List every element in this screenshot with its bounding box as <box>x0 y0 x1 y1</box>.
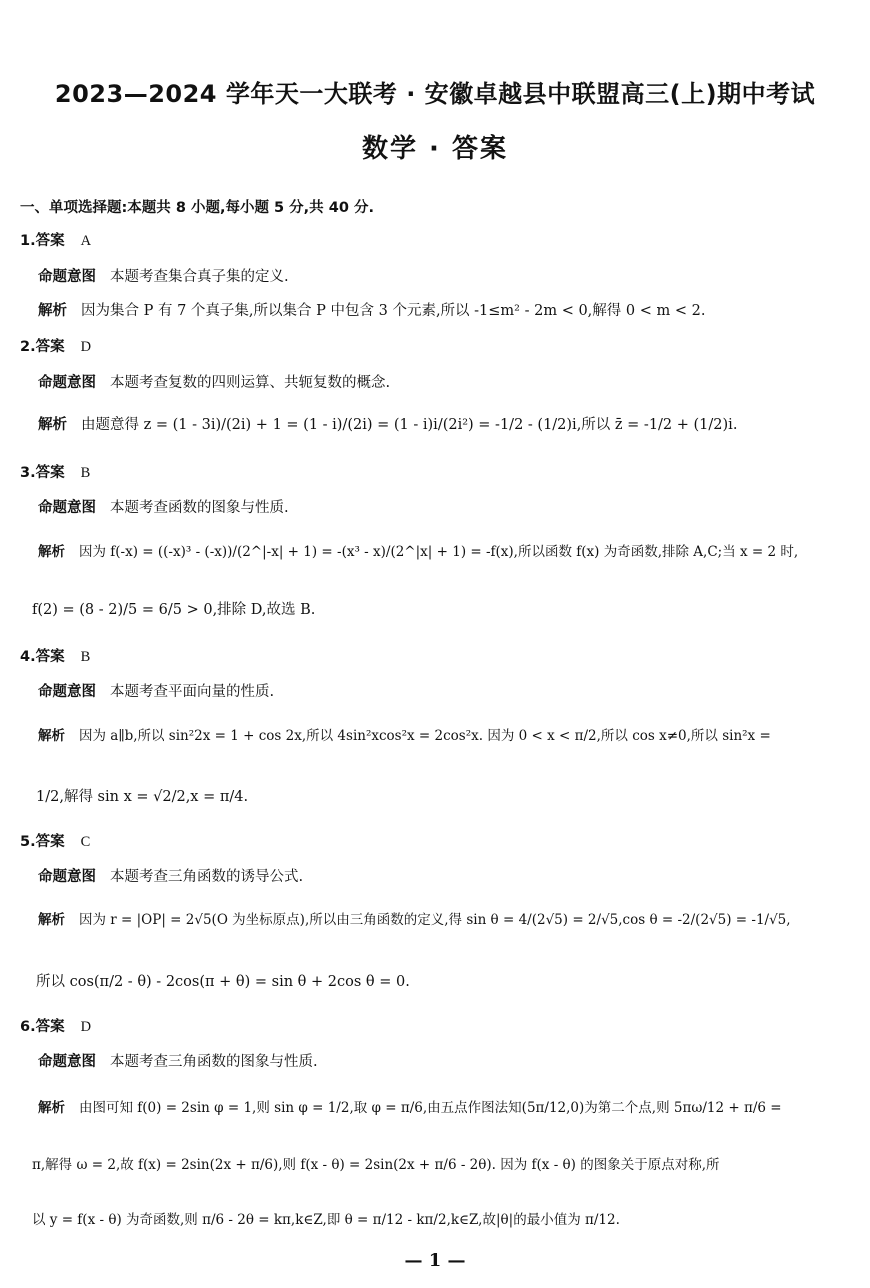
answer-label: 答案 <box>35 649 65 665</box>
analysis-label: 解析 <box>38 303 67 319</box>
analysis-label: 解析 <box>38 544 65 560</box>
intent-label: 命题意图 <box>38 869 96 885</box>
question-2-intent <box>38 376 390 391</box>
answer-label: 答案 <box>35 339 65 355</box>
question-2-analysis <box>38 418 737 433</box>
analysis-text: 由图可知 f(0) = 2sin φ = 1,则 sin φ = 1/2,取 φ = π/6,由五点作图法知(5π/12,0)为第二个点,则 5πω/12 + π/6 = <box>79 1100 782 1116</box>
intent-text: 本题考查复数的四则运算、共轭复数的概念. <box>110 375 391 391</box>
analysis-label: 解析 <box>38 728 65 744</box>
intent-label: 命题意图 <box>38 1054 96 1070</box>
analysis-label: 解析 <box>38 912 65 928</box>
intent-text: 本题考查三角函数的诱导公式. <box>110 869 304 885</box>
analysis-text: 因为 a∥b,所以 sin²2x = 1 + cos 2x,所以 4sin²xcos²x = 2cos²x. 因为 0 < x < π/2,所以 cos x≠0,所以 sin²x = <box>79 728 771 744</box>
question-number: 5. <box>20 834 36 850</box>
analysis-text: 由题意得 z = (1 - 3i)/(2i) + 1 = (1 - i)/(2i) = (1 - i)i/(2i²) = -1/2 - (1/2)i,所以 z̄ = -1/2 + (1/2)i. <box>81 417 738 433</box>
answer-label: 答案 <box>35 465 65 481</box>
question-6-intent <box>38 1055 318 1070</box>
intent-label: 命题意图 <box>38 269 96 285</box>
question-3-intent <box>38 501 289 516</box>
question-6-analysis <box>38 1102 782 1116</box>
analysis-label: 解析 <box>38 1100 65 1116</box>
question-6-header <box>20 1020 91 1035</box>
question-number: 4. <box>20 649 36 665</box>
question-4-analysis <box>38 730 771 744</box>
question-4-header <box>20 650 90 665</box>
answer-value: B <box>80 649 91 665</box>
answer-value: C <box>80 834 91 850</box>
question-5-analysis <box>38 914 791 928</box>
analysis-label: 解析 <box>38 417 67 433</box>
question-1-intent <box>38 270 289 285</box>
analysis-text: 因为集合 P 有 7 个真子集,所以集合 P 中包含 3 个元素,所以 -1≤m² - 2m < 0,解得 0 < m < 2. <box>81 303 706 319</box>
question-5-header <box>20 835 90 850</box>
question-4-analysis-cont: 1/2,解得 sin x = √2/2,x = π/4. <box>36 789 249 805</box>
intent-text: 本题考查三角函数的图象与性质. <box>110 1054 318 1070</box>
question-number: 1. <box>20 233 36 249</box>
intent-label: 命题意图 <box>38 684 96 700</box>
answer-value: A <box>80 233 92 249</box>
intent-text: 本题考查平面向量的性质. <box>110 684 275 700</box>
question-3-analysis <box>38 546 798 560</box>
question-number: 6. <box>20 1019 36 1035</box>
analysis-text: 因为 r = |OP| = 2√5(O 为坐标原点),所以由三角函数的定义,得 sin θ = 4/(2√5) = 2/√5,cos θ = -2/(2√5) = -1/√5, <box>79 912 791 928</box>
question-3-analysis-cont: f(2) = (8 - 2)/5 = 6/5 > 0,排除 D,故选 B. <box>32 602 316 618</box>
question-1-analysis <box>38 304 705 319</box>
intent-label: 命题意图 <box>38 375 96 391</box>
question-number: 2. <box>20 339 36 355</box>
question-6-analysis-cont-2: 以 y = f(x - θ) 为奇函数,则 π/6 - 2θ = kπ,k∈Z,即 θ = π/12 - kπ/2,k∈Z,故|θ|的最小值为 π/12. <box>32 1212 620 1228</box>
question-5-intent <box>38 870 303 885</box>
answer-value: D <box>80 339 92 355</box>
question-6-analysis-cont-1: π,解得 ω = 2,故 f(x) = 2sin(2x + π/6),则 f(x - θ) = 2sin(2x + π/6 - 2θ). 因为 f(x - θ) 的图象关于原点对称,所 <box>32 1157 720 1173</box>
answer-value: B <box>80 465 91 481</box>
question-4-intent <box>38 685 274 700</box>
section-heading: 一、单项选择题:本题共 8 小题,每小题 5 分,共 40 分. <box>20 200 374 216</box>
question-number: 3. <box>20 465 36 481</box>
subject-title: 数学 · 答案 <box>362 134 508 164</box>
intent-label: 命题意图 <box>38 500 96 516</box>
answer-label: 答案 <box>35 1019 65 1035</box>
answer-label: 答案 <box>35 233 65 249</box>
question-1-header <box>20 234 91 249</box>
page-number: — 1 — <box>404 1250 466 1271</box>
intent-text: 本题考查函数的图象与性质. <box>110 500 289 516</box>
analysis-text: 因为 f(-x) = ((-x)³ - (-x))/(2^|-x| + 1) = -(x³ - x)/(2^|x| + 1) = -f(x),所以函数 f(x) 为奇函数,排除 A,C;当 x = 2 时, <box>79 544 799 560</box>
question-3-header <box>20 466 90 481</box>
exam-title: 2023—2024 学年天一大联考 · 安徽卓越县中联盟高三(上)期中考试 <box>54 80 816 108</box>
question-5-analysis-cont: 所以 cos(π/2 - θ) - 2cos(π + θ) = sin θ + 2cos θ = 0. <box>36 974 410 990</box>
answer-value: D <box>80 1019 92 1035</box>
question-2-header <box>20 340 91 355</box>
answer-label: 答案 <box>35 834 65 850</box>
intent-text: 本题考查集合真子集的定义. <box>110 269 289 285</box>
